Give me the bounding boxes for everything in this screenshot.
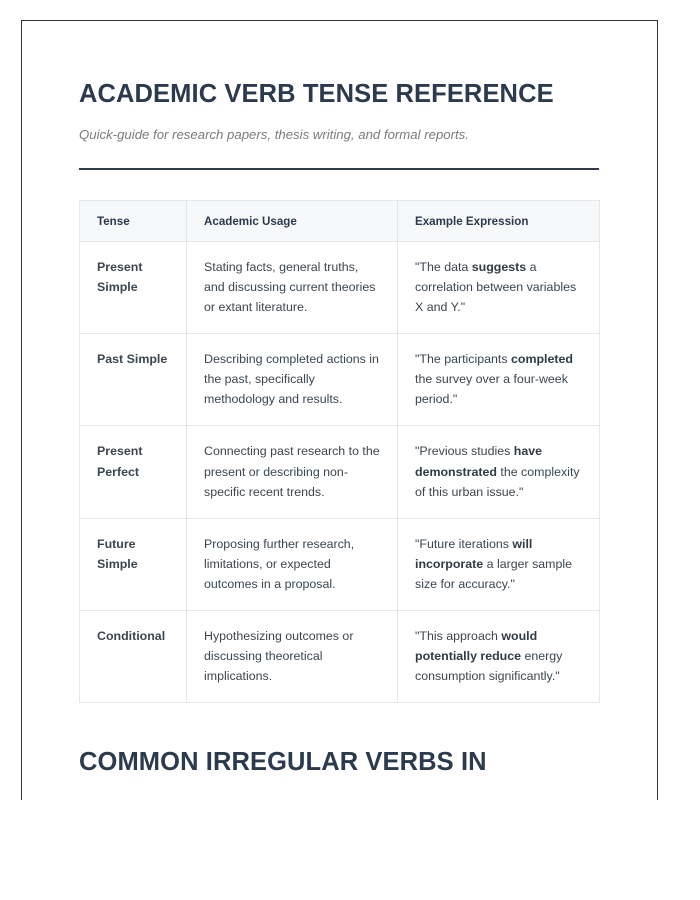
cell-tense: Present Simple: [80, 241, 187, 333]
example-text-post: energy consumption significantly.": [415, 649, 563, 684]
table-row: [80, 334, 600, 426]
cell-tense: Conditional: [80, 611, 187, 703]
table-row: [80, 611, 600, 703]
cell-example: [398, 518, 600, 610]
cell-example: [398, 241, 600, 333]
cell-usage: Stating facts, general truths, and discussing current theories or extant literature.: [187, 241, 398, 333]
example-text-post: a larger sample size for accuracy.": [415, 556, 573, 591]
cell-usage: Hypothesizing outcomes or discussing theoretical implications.: [187, 611, 398, 703]
example-text-bold: completed: [511, 352, 573, 367]
example-text-pre: "The data: [415, 259, 472, 274]
cell-example: [398, 334, 600, 426]
table-header-row: [80, 200, 600, 241]
page-subtitle: Quick-guide for research papers, thesis writing, and formal reports.: [79, 127, 469, 143]
section-heading-irregular-verbs: COMMON IRREGULAR VERBS IN: [79, 748, 487, 777]
cell-tense: Future Simple: [80, 518, 187, 610]
title-divider: [79, 168, 599, 170]
example-text-pre: "Previous studies: [415, 444, 514, 459]
example-text-post: the survey over a four-week period.": [415, 372, 568, 407]
table-row: [80, 518, 600, 610]
column-header-usage: Academic Usage: [187, 200, 398, 241]
table-row: [80, 241, 600, 333]
example-text-bold: suggests: [471, 259, 527, 274]
cell-tense: Past Simple: [80, 334, 187, 426]
example-text-post: the complexity of this urban issue.": [415, 464, 580, 499]
table-header: [80, 200, 600, 241]
column-header-tense: Tense: [80, 200, 187, 241]
column-header-example: Example Expression: [398, 200, 600, 241]
example-text-bold: would potentially reduce: [415, 629, 538, 664]
example-text-pre: "Future iterations: [415, 536, 513, 551]
cell-tense: Present Perfect: [80, 426, 187, 518]
example-text-bold: have demonstrated: [415, 444, 542, 479]
example-text-pre: "The participants: [415, 352, 511, 367]
page-content-area: [22, 21, 659, 778]
example-text-post: a correlation between variables X and Y.": [415, 259, 577, 315]
document-body: [22, 21, 659, 778]
example-text-bold: will incorporate: [415, 536, 533, 571]
table-row: [80, 426, 600, 518]
cell-usage: Proposing further research, limitations, or expected outcomes in a proposal.: [187, 518, 398, 610]
cell-example: [398, 611, 600, 703]
cell-example: [398, 426, 600, 518]
cell-usage: Describing completed actions in the past, specifically methodology and results.: [187, 334, 398, 426]
cell-usage: Connecting past research to the present or describing non-specific recent trends.: [187, 426, 398, 518]
verb-tense-table: [79, 200, 600, 703]
page-title: ACADEMIC VERB TENSE REFERENCE: [79, 80, 554, 108]
table-body: [80, 241, 600, 702]
document-page: [21, 20, 658, 800]
example-text-pre: "This approach: [415, 629, 502, 644]
